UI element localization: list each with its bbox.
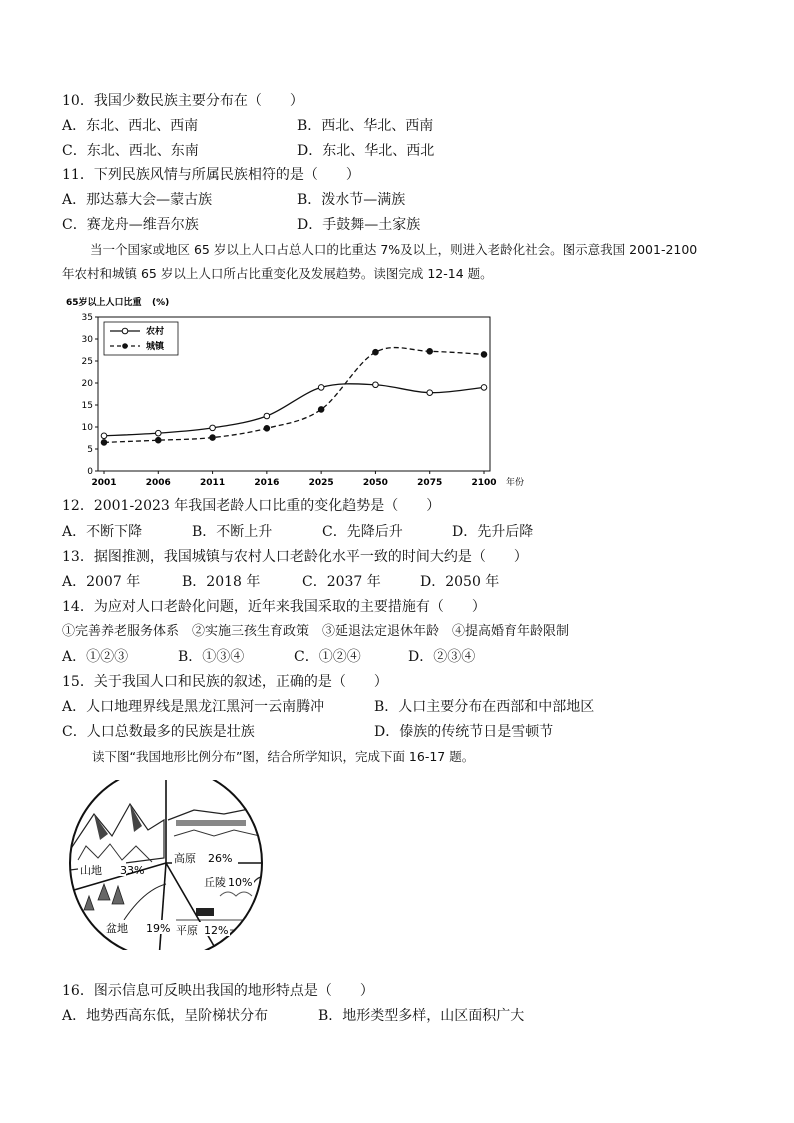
q10-option-a: A．东北、西北、西南	[62, 118, 199, 134]
q10-option-c: C．东北、西北、东南	[62, 143, 199, 159]
pie-label-plain	[174, 922, 230, 937]
q10-stem: 10．我国少数民族主要分布在（ ）	[62, 93, 304, 109]
pie-label-plateau	[172, 850, 238, 865]
chart-series	[101, 348, 487, 446]
chart-yunit: (%)	[152, 298, 170, 308]
pie-mountain-name: 山地	[80, 864, 102, 877]
q11-option-c: C．赛龙舟—维吾尔族	[62, 217, 199, 233]
chart-ylabel: 65岁以上人口比重	[66, 298, 142, 308]
y-tick-label: 35	[81, 313, 93, 323]
data-point-urban	[481, 352, 487, 358]
data-point-urban	[210, 435, 216, 441]
q15-option-c: C．人口总数最多的民族是壮族	[62, 724, 255, 740]
legend-rural-marker	[122, 328, 128, 334]
chart-xlabel: 年份	[506, 478, 525, 488]
plain-building	[196, 908, 214, 916]
chart-x-axis	[91, 471, 496, 488]
y-tick-label: 0	[87, 467, 93, 477]
q15-option-b: B．人口主要分布在西部和中部地区	[374, 699, 595, 715]
q12-option-b: B．不断上升	[192, 524, 273, 540]
q10-option-d: D．东北、华北、西北	[297, 143, 435, 159]
pie-label-basin	[104, 920, 170, 935]
data-point-rural	[264, 413, 270, 419]
q13-option-a: A．2007 年	[62, 574, 141, 590]
chart-legend	[104, 322, 178, 355]
pie-plateau-value: 26%	[208, 852, 233, 865]
q13-option-d: D．2050 年	[420, 574, 500, 590]
legend-rural-label: 农村	[146, 327, 165, 337]
q16-option-b: B．地形类型多样，山区面积广大	[318, 1008, 525, 1024]
intro-12-14-line2: 年农村和城镇 65 岁以上人口所占比重变化及发展趋势。读图完成 12-14 题。	[62, 266, 493, 281]
q13-option-c: C．2037 年	[302, 574, 381, 590]
x-tick-label: 2075	[417, 478, 443, 488]
pie-mountain-value: 33%	[120, 864, 145, 877]
q13-stem: 13．据图推测，我国城镇与农村人口老龄化水平一致的时间大约是（ ）	[62, 549, 528, 565]
data-point-urban	[373, 349, 379, 355]
q12-stem: 12．2001-2023 年我国老龄人口比重的变化趋势是（ ）	[62, 498, 441, 514]
data-point-urban	[427, 349, 433, 355]
data-point-rural	[155, 430, 161, 436]
pie-plain-name: 平原	[176, 924, 198, 937]
q10-option-b: B．西北、华北、西南	[297, 118, 434, 134]
data-point-urban	[318, 407, 324, 413]
y-tick-label: 10	[81, 423, 93, 433]
pie-label-hills	[202, 874, 254, 889]
data-point-urban	[264, 426, 270, 432]
chart-y-axis	[82, 313, 98, 477]
data-point-rural	[427, 390, 433, 396]
intro-16-17: 读下图“我国地形比例分布”图，结合所学知识，完成下面 16-17 题。	[92, 749, 475, 764]
x-tick-label: 2025	[308, 478, 334, 488]
q14-option-d: D．②③④	[408, 649, 476, 665]
pie-plain-value: 12%	[204, 924, 229, 937]
y-tick-label: 30	[81, 335, 93, 345]
y-tick-label: 15	[81, 401, 93, 411]
x-tick-label: 2011	[200, 478, 226, 488]
q16-stem: 16．图示信息可反映出我国的地形特点是（ ）	[62, 983, 374, 999]
pie-basin-value: 19%	[146, 922, 171, 935]
pie-label-mountain	[78, 862, 144, 877]
y-tick-label: 25	[81, 357, 93, 367]
q12-option-d: D．先升后降	[452, 524, 534, 540]
y-tick-label: 20	[81, 379, 93, 389]
series-line-urban	[104, 348, 484, 443]
pie-hills-name: 丘陵	[204, 876, 226, 889]
data-point-urban	[155, 437, 161, 443]
x-tick-label: 2050	[362, 478, 388, 488]
x-tick-label: 2006	[145, 478, 171, 488]
q14-option-b: B．①③④	[178, 649, 245, 665]
pie-plateau-name: 高原	[174, 852, 196, 865]
terrain-pie-figure	[64, 780, 274, 950]
q14-stem: 14．为应对人口老龄化问题，近年来我国采取的主要措施有（ ）	[62, 599, 486, 615]
q14-option-a: A．①②③	[62, 649, 129, 665]
x-tick-label: 2001	[91, 478, 117, 488]
x-tick-label: 2100	[471, 478, 497, 488]
x-tick-label: 2016	[254, 478, 280, 488]
legend-urban-label: 城镇	[146, 342, 165, 352]
q15-option-a: A．人口地理界线是黑龙江黑河一云南腾冲	[62, 699, 325, 715]
q14-option-c: C．①②④	[294, 649, 361, 665]
plateau-surface	[176, 820, 246, 826]
q11-option-d: D．手鼓舞—土家族	[297, 217, 421, 233]
data-point-rural	[318, 385, 324, 391]
data-point-rural	[210, 425, 216, 431]
q12-option-a: A．不断下降	[62, 524, 143, 540]
q16-option-a: A．地势西高东低，呈阶梯状分布	[62, 1008, 269, 1024]
data-point-rural	[481, 385, 487, 391]
aging-line-chart	[60, 293, 540, 493]
q11-option-a: A．那达慕大会—蒙古族	[62, 192, 213, 208]
q11-stem: 11．下列民族风情与所属民族相符的是（ ）	[62, 167, 360, 183]
intro-12-14-line1: 当一个国家或地区 65 岁以上人口占总人口的比重达 7%及以上，则进入老龄化社会。图示意我国 2001-2100	[90, 242, 698, 257]
q11-option-b: B．泼水节—满族	[297, 192, 406, 208]
pie-hills-value: 10%	[228, 876, 253, 889]
data-point-rural	[373, 382, 379, 388]
q13-option-b: B．2018 年	[182, 574, 261, 590]
y-tick-label: 5	[87, 445, 93, 455]
q12-option-c: C．先降后升	[322, 524, 403, 540]
legend-box	[104, 322, 178, 355]
data-point-rural	[101, 433, 107, 439]
q15-stem: 15．关于我国人口和民族的叙述，正确的是（ ）	[62, 674, 388, 690]
data-point-urban	[101, 440, 107, 446]
q15-option-d: D．傣族的传统节日是雪顿节	[374, 724, 554, 740]
legend-urban-marker	[122, 343, 128, 349]
pie-basin-name: 盆地	[106, 922, 128, 935]
q14-items: ①完善养老服务体系 ②实施三孩生育政策 ③延退法定退休年龄 ④提高婚育年龄限制	[62, 624, 570, 639]
